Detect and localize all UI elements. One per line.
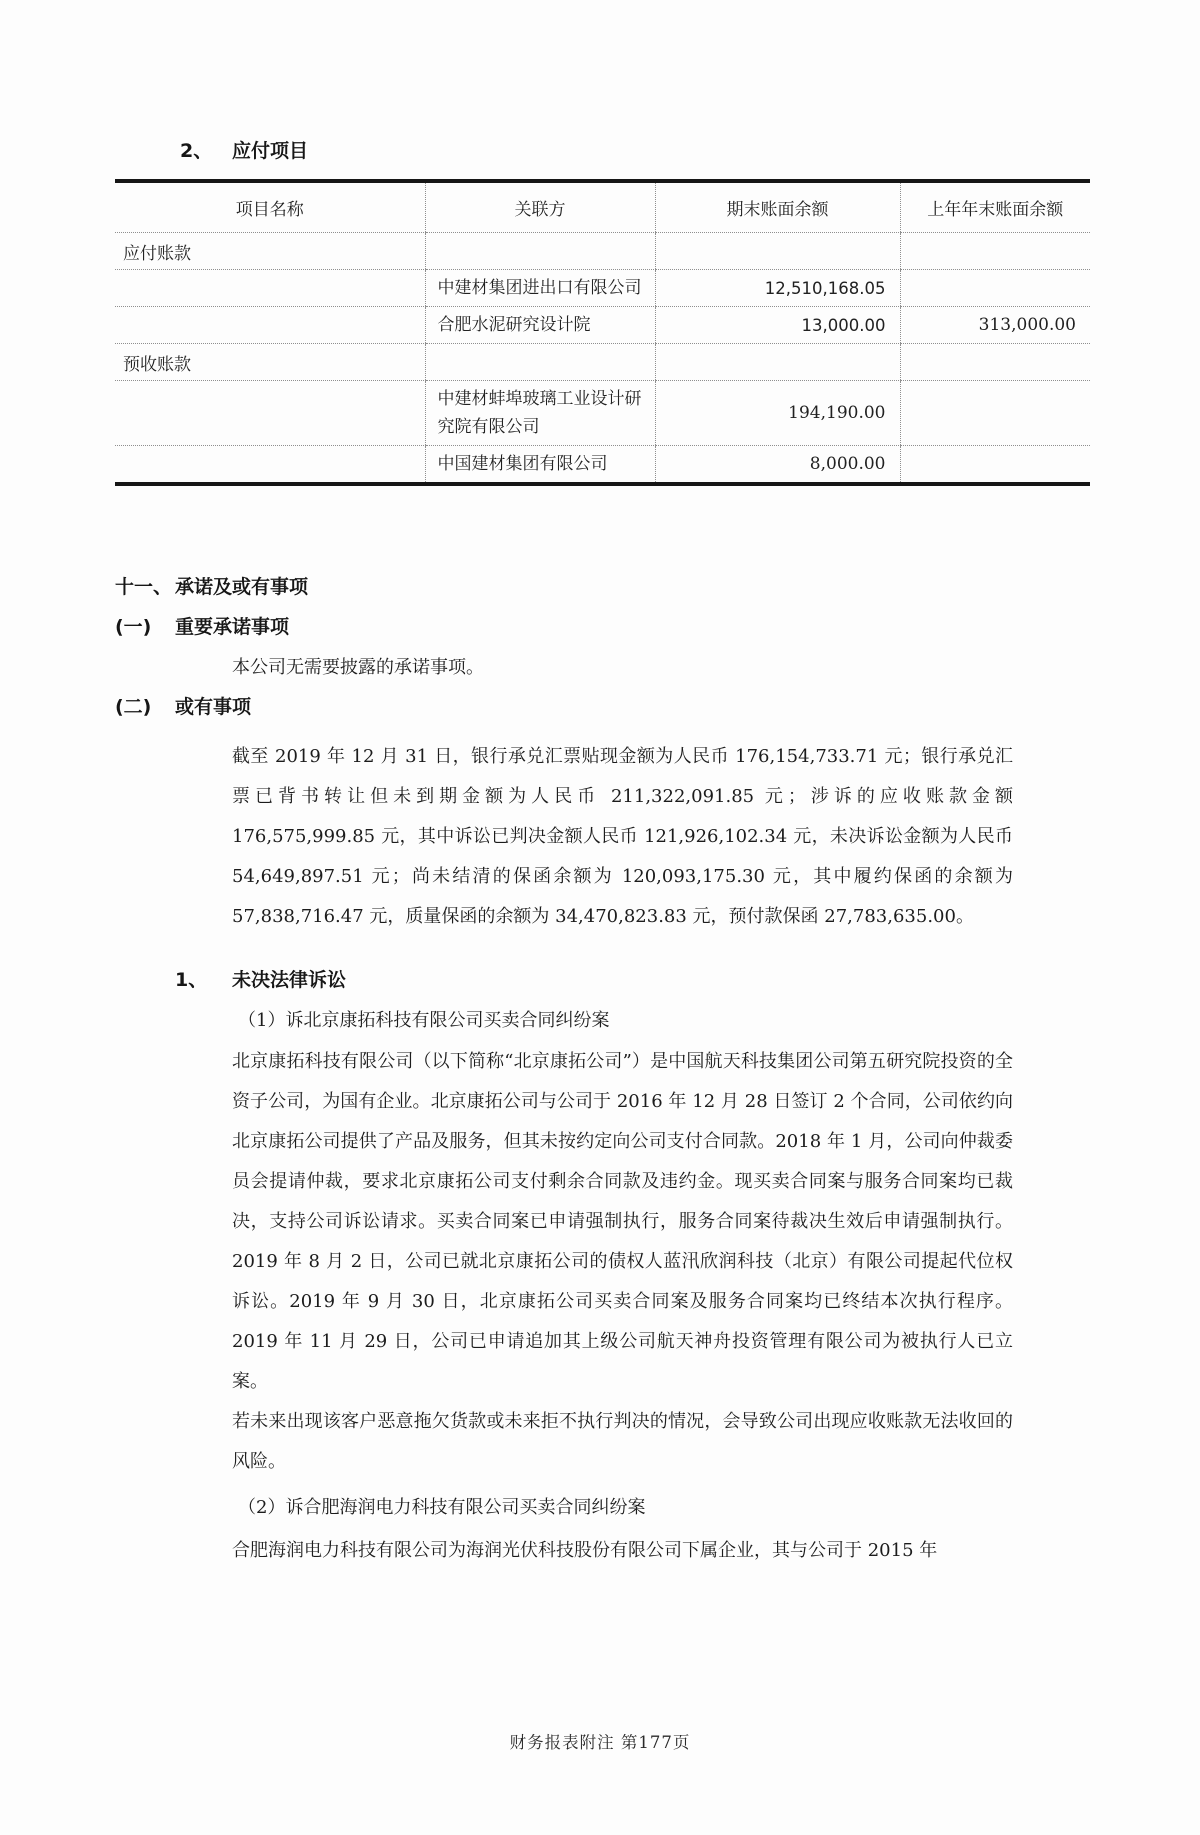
closing-balance-cell: 8,000.00	[655, 446, 900, 485]
header-related-party: 关联方	[425, 181, 655, 233]
closing-balance-cell: 13,000.00	[655, 307, 900, 344]
pending-litigation-title: 未决法律诉讼	[232, 969, 347, 991]
pending-litigation-heading	[0, 967, 1200, 994]
case2-title: （2）诉合肥海润电力科技有限公司买卖合同纠纷案	[238, 1497, 646, 1518]
prior-year-balance-cell	[900, 344, 1090, 381]
header-prior-year-balance: 上年年末账面余额	[900, 181, 1090, 233]
commitments-section-title: 承诺及或有事项	[175, 576, 309, 598]
commitments-section-number: 十一、	[115, 576, 173, 598]
important-commitments-heading	[0, 614, 1200, 641]
table-row	[115, 344, 1090, 381]
contingent-items-body: 截至 2019 年 12 月 31 日，银行承兑汇票贴现金额为人民币 176,154,733.71 元；银行承兑汇票已背书转让但未到期金额为人民币 211,322,091.85 元；涉诉的应收账款金额 176,575,999.85 元，其中诉讼已判决金额人民币 121,926,102.34 元，未决诉讼金额为人民币 54,649,897.51 元；尚未结清的保函余额为 120,093,175.30 元，其中履约保函的余额为 57,838,716.47 元，质量保函的余额为 34,470,823.83 元，预付款保函 27,783,635.00。	[232, 746, 1013, 927]
important-commitments-body: 本公司无需要披露的承诺事项。	[232, 657, 484, 678]
document-page	[0, 138, 1200, 1835]
prior-year-balance-cell	[900, 446, 1090, 485]
related-party-cell: 中建材集团进出口有限公司	[425, 270, 655, 307]
item-name-cell	[115, 446, 425, 485]
important-commitments-number: (一)	[115, 616, 152, 638]
prior-year-balance-cell: 313,000.00	[900, 307, 1090, 344]
contingent-items-title: 或有事项	[175, 696, 252, 718]
related-party-cell	[425, 233, 655, 270]
item-name-cell	[115, 307, 425, 344]
pending-litigation-number: 1、	[175, 969, 208, 991]
payables-table	[115, 179, 1090, 486]
table-row	[115, 233, 1090, 270]
payables-section-title: 应付项目	[232, 140, 309, 162]
case1-body: 北京康拓科技有限公司（以下简称“北京康拓公司”）是中国航天科技集团公司第五研究院投资的全资子公司，为国有企业。北京康拓公司与公司于 2016 年 12 月 28 日签订 2 个合同，公司依约向北京康拓公司提供了产品及服务，但其未按约定向公司支付合同款。2018 年 1 月，公司向仲裁委员会提请仲裁，要求北京康拓公司支付剩余合同款及违约金。现买卖合同案与服务合同案均已裁决，支持公司诉讼请求。买卖合同案已申请强制执行，服务合同案待裁决生效后申请强制执行。2019 年 8 月 2 日，公司已就北京康拓公司的债权人蓝汛欣润科技（北京）有限公司提起代位权诉讼。2019 年 9 月 30 日，北京康拓公司买卖合同案及服务合同案均已终结本次执行程序。2019 年 11 月 29 日，公司已申请追加其上级公司航天神舟投资管理有限公司为被执行人已立案。	[232, 1051, 1013, 1392]
contingent-items-heading	[0, 694, 1200, 721]
prior-year-balance-cell	[900, 233, 1090, 270]
related-party-cell: 合肥水泥研究设计院	[425, 307, 655, 344]
table-row	[115, 381, 1090, 446]
closing-balance-cell	[655, 344, 900, 381]
item-name-cell: 预收账款	[115, 344, 425, 381]
contingent-items-number: (二)	[115, 696, 152, 718]
related-party-cell: 中国建材集团有限公司	[425, 446, 655, 485]
table-row	[115, 307, 1090, 344]
item-name-cell: 应付账款	[115, 233, 425, 270]
header-item-name: 项目名称	[115, 181, 425, 233]
header-closing-balance: 期末账面余额	[655, 181, 900, 233]
item-name-cell	[115, 381, 425, 446]
payables-section-number: 2、	[180, 140, 213, 162]
case1-risk-statement: 若未来出现该客户恶意拖欠货款或未来拒不执行判决的情况，会导致公司出现应收账款无法收回的风险。	[232, 1411, 1013, 1472]
related-party-cell: 中建材蚌埠玻璃工业设计研究院有限公司	[425, 381, 655, 446]
prior-year-balance-cell	[900, 381, 1090, 446]
table-row	[115, 446, 1090, 485]
closing-balance-cell: 194,190.00	[655, 381, 900, 446]
page-footer: 财务报表附注 第177页	[509, 1733, 691, 1752]
related-party-cell	[425, 344, 655, 381]
important-commitments-title: 重要承诺事项	[175, 616, 290, 638]
table-row	[115, 270, 1090, 307]
item-name-cell	[115, 270, 425, 307]
case2-body: 合肥海润电力科技有限公司为海润光伏科技股份有限公司下属企业，其与公司于 2015 年	[232, 1540, 938, 1561]
table-header-row	[115, 181, 1090, 233]
closing-balance-cell	[655, 233, 900, 270]
prior-year-balance-cell	[900, 270, 1090, 307]
case1-title: （1）诉北京康拓科技有限公司买卖合同纠纷案	[238, 1010, 610, 1031]
closing-balance-cell: 12,510,168.05	[655, 270, 900, 307]
payables-section-heading	[0, 138, 1200, 165]
commitments-section-heading	[0, 574, 1200, 601]
